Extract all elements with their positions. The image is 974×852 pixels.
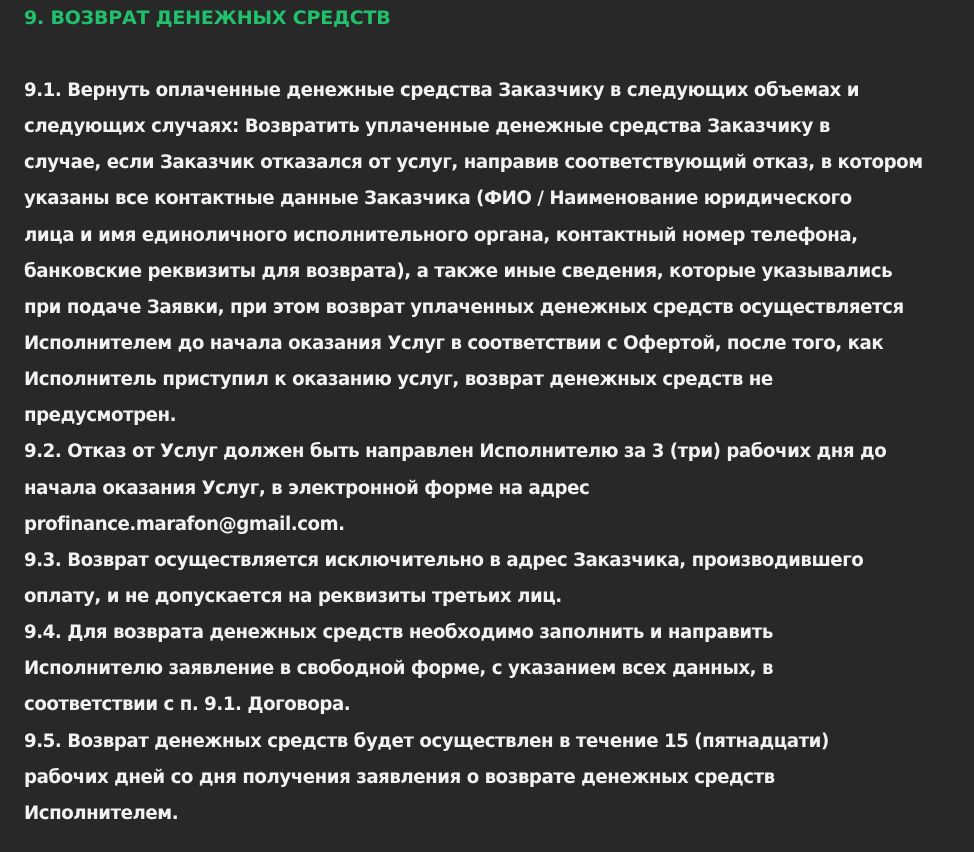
- clause-9-1-line: случае, если Заказчик отказался от услуг, направив соответствующий отказ, в котором: [24, 152, 923, 174]
- clause-9-1-line: указаны все контактные данные Заказчика (ФИО / Наименование юридического: [24, 188, 852, 210]
- clause-9-4-line: соответствии с п. 9.1. Договора.: [24, 694, 351, 716]
- section-body: [24, 73, 954, 832]
- clause-9-4-line: Исполнителю заявление в свободной форме, с указанием всех данных, в: [24, 658, 774, 680]
- clause-9-3-line: 9.3. Возврат осуществляется исключительно в адрес Заказчика, производившего: [24, 549, 864, 571]
- clause-9-3-line: оплату, и не допускается на реквизиты третьих лиц.: [24, 585, 562, 607]
- email-address: profinance.marafon@gmail.com.: [24, 513, 345, 535]
- clause-9-1-line: банковские реквизиты для возврата), а также иные сведения, которые указывались: [24, 260, 893, 282]
- clause-9-5-line: рабочих дней со дня получения заявления о возврате денежных средств: [24, 766, 775, 788]
- clause-9-2-line: начала оказания Услуг, в электронной форме на адрес: [24, 477, 590, 499]
- clause-9-5-line: 9.5. Возврат денежных средств будет осуществлен в течение 15 (пятнадцати): [24, 730, 829, 752]
- clause-9-1-line: Исполнитель приступил к оказанию услуг, возврат денежных средств не: [24, 369, 773, 391]
- clause-9-1-line: Исполнителем до начала оказания Услуг в соответствии с Офертой, после того, как: [24, 332, 884, 354]
- clause-9-1-line: при подаче Заявки, при этом возврат уплаченных денежных средств осуществляется: [24, 296, 904, 318]
- clause-9-4-line: 9.4. Для возврата денежных средств необходимо заполнить и направить: [24, 622, 773, 644]
- clause-9-2-line: 9.2. Отказ от Услуг должен быть направлен Исполнителю за 3 (три) рабочих дня до: [24, 441, 887, 463]
- clause-9-1-line: лица и имя единоличного исполнительного органа, контактный номер телефона,: [24, 224, 858, 246]
- clause-9-1-line: предусмотрен.: [24, 405, 177, 427]
- section-title: 9. ВОЗВРАТ ДЕНЕЖНЫХ СРЕДСТВ: [24, 7, 391, 29]
- clause-9-5-line: Исполнителем.: [24, 802, 179, 824]
- clause-9-1-line: 9.1. Вернуть оплаченные денежные средства Заказчику в следующих объемах и: [24, 80, 860, 101]
- clause-9-1-line: следующих случаях: Возвратить уплаченные денежные средства Заказчику в: [24, 116, 830, 138]
